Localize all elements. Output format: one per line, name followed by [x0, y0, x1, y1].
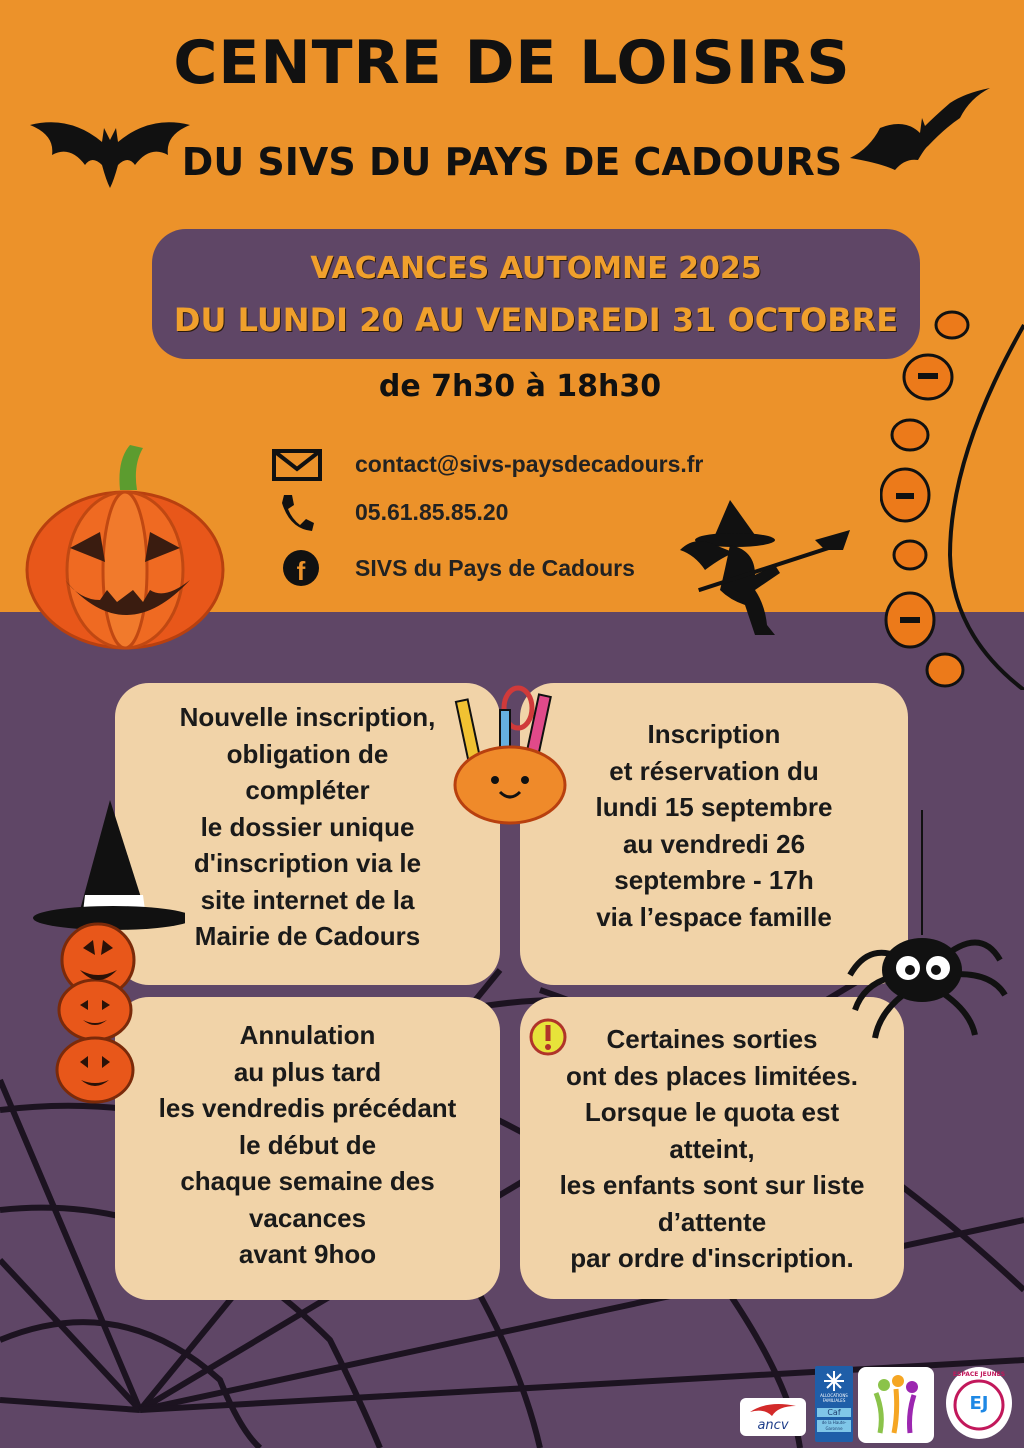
- contact-facebook[interactable]: [270, 549, 730, 589]
- caf-top-text: ALLOCATIONS FAMILIALES: [820, 1393, 848, 1403]
- card-line: atteint,: [669, 1133, 755, 1164]
- ej-top-text: ESPACE JEUNES: [952, 1371, 1006, 1378]
- sivs-figures-icon: [866, 1373, 926, 1435]
- card-limited-places: [520, 997, 904, 1299]
- ancv-bird-icon: [748, 1400, 798, 1420]
- pencil-pot-icon: [440, 680, 580, 825]
- card-line: vacances: [248, 1202, 367, 1233]
- card-line: ont des places limitées.: [566, 1060, 858, 1091]
- card-line: Mairie de Cadours: [194, 921, 421, 951]
- card-limited-places-text: [520, 1021, 904, 1277]
- card-line: le dossier unique: [200, 811, 415, 842]
- ancv-text: ancv: [757, 1418, 789, 1433]
- pumpkin-stack-icon: [25, 800, 185, 1105]
- contact-email[interactable]: [270, 445, 730, 485]
- card-line: et réservation du: [609, 755, 819, 786]
- card-line: via l’espace famille: [596, 901, 832, 932]
- card-line: obligation de: [226, 738, 389, 769]
- bat-icon: [30, 110, 190, 190]
- banner-season: VACANCES AUTOMNE 2025: [310, 251, 762, 286]
- pumpkin-icon: [25, 440, 230, 650]
- card-line: septembre - 17h: [614, 865, 814, 895]
- caf-text: Caf: [817, 1408, 851, 1417]
- card-line: Inscription: [647, 719, 781, 749]
- page-title: CENTRE DE LOISIRS: [173, 28, 851, 98]
- card-line: Annulation: [239, 1020, 376, 1050]
- page-subtitle: DU SIVS DU PAYS DE CADOURS: [181, 140, 843, 184]
- witch-icon: [675, 495, 850, 645]
- card-line: le début de: [238, 1129, 377, 1160]
- email-text: contact@sivs-paysdecadours.fr: [355, 451, 704, 477]
- ej-text: EJ: [969, 1393, 989, 1414]
- banner-dates: DU LUNDI 20 AU VENDREDI 31 OCTOBRE: [173, 301, 899, 339]
- pumpkin-garland-icon: [880, 305, 1024, 690]
- espace-jeunes-logo: [946, 1367, 1012, 1439]
- card-line: Lorsque le quota est: [584, 1097, 840, 1127]
- caf-logo: [815, 1366, 853, 1442]
- card-line: d'inscription via le: [193, 848, 422, 878]
- card-line: au vendredi 26: [622, 828, 806, 859]
- card-line: chaque semaine des: [180, 1166, 435, 1196]
- caf-snowflake-icon: [823, 1370, 845, 1392]
- card-line: les vendredis précédant: [158, 1093, 457, 1123]
- card-line: Certaines sorties: [606, 1024, 818, 1054]
- svg-text:f: f: [296, 556, 306, 586]
- card-line: les enfants sont sur liste: [559, 1170, 865, 1200]
- dates-banner: [152, 229, 920, 359]
- card-line: Nouvelle inscription,: [179, 702, 436, 732]
- opening-hours: de 7h30 à 18h30: [378, 369, 662, 404]
- bat-icon: [850, 88, 990, 178]
- phone-icon: [270, 493, 324, 533]
- card-line: compléter: [245, 775, 370, 805]
- card-line: d’attente: [657, 1206, 767, 1237]
- envelope-icon: [270, 445, 324, 485]
- card-line: par ordre d'inscription.: [570, 1243, 854, 1273]
- card-line: site internet de la: [200, 884, 415, 915]
- caf-sub-text: de la Haute-Garonne: [817, 1420, 851, 1432]
- ancv-logo: [740, 1398, 806, 1436]
- contact-phone[interactable]: [270, 493, 730, 533]
- card-line: au plus tard: [233, 1056, 382, 1087]
- card-line: lundi 15 septembre: [595, 792, 833, 822]
- phone-text: 05.61.85.85.20: [355, 499, 509, 525]
- warning-icon: [528, 1017, 568, 1057]
- spider-icon: [840, 810, 1010, 1040]
- sivs-logo: [858, 1367, 934, 1443]
- facebook-text: SIVS du Pays de Cadours: [355, 555, 635, 581]
- facebook-icon: [270, 549, 324, 589]
- card-line: avant 9hoo: [238, 1239, 377, 1269]
